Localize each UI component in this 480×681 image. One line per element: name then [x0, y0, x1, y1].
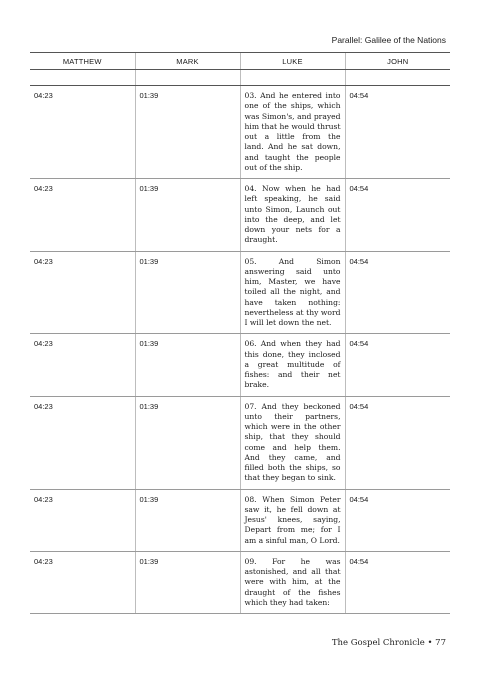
luke-verse: 07. And they beckoned unto their partners, which were in the other ship, that they should come and help them. And they came, and filled both the ships, so that they began to sink.: [240, 396, 345, 489]
table-row: [30, 489, 450, 551]
john-ref: 04:54: [345, 551, 450, 613]
luke-verse: 03. And he entered into one of the ships, which was Simon's, and prayed him that he would thrust out a little from the land. And he sat down, and taught the people out of the ship.: [240, 86, 345, 179]
table-row: [30, 179, 450, 252]
matthew-ref: 04:23: [30, 489, 135, 551]
luke-verse: 06. And when they had this done, they inclosed a great multitude of fishes: and their net brake.: [240, 334, 345, 396]
matthew-ref: 04:23: [30, 334, 135, 396]
john-ref: 04:54: [345, 179, 450, 252]
matthew-ref: 04:23: [30, 86, 135, 179]
matthew-ref: 04:23: [30, 179, 135, 252]
mark-ref: 01:39: [135, 179, 240, 252]
john-ref: 04:54: [345, 396, 450, 489]
table-row: [30, 86, 450, 179]
mark-ref: 01:39: [135, 396, 240, 489]
john-ref: 04:54: [345, 489, 450, 551]
matthew-ref: 04:23: [30, 396, 135, 489]
john-ref: 04:54: [345, 86, 450, 179]
column-header-matthew: MATTHEW: [30, 53, 135, 70]
table-row: [30, 551, 450, 613]
spacer-cell: [135, 70, 240, 86]
luke-verse: 05. And Simon answering said unto him, Master, we have toiled all the night, and have taken nothing: nevertheless at thy word I will let down the net.: [240, 251, 345, 334]
john-ref: 04:54: [345, 334, 450, 396]
spacer-cell: [345, 70, 450, 86]
running-header: Parallel: Galilee of the Nations: [331, 35, 446, 45]
luke-verse: 09. For he was astonished, and all that were with him, at the draught of the fishes which they had taken:: [240, 551, 345, 613]
column-header-row: [30, 53, 450, 70]
mark-ref: 01:39: [135, 489, 240, 551]
table-row: [30, 334, 450, 396]
spacer-row: [30, 70, 450, 86]
mark-ref: 01:39: [135, 334, 240, 396]
column-header-mark: MARK: [135, 53, 240, 70]
spacer-cell: [240, 70, 345, 86]
matthew-ref: 04:23: [30, 551, 135, 613]
page-footer: The Gospel Chronicle • 77: [331, 638, 446, 648]
matthew-ref: 04:23: [30, 251, 135, 334]
john-ref: 04:54: [345, 251, 450, 334]
column-header-luke: LUKE: [240, 53, 345, 70]
luke-verse: 08. When Simon Peter saw it, he fell down at Jesus' knees, saying, Depart from me; for I am a sinful man, O Lord.: [240, 489, 345, 551]
column-header-john: JOHN: [345, 53, 450, 70]
parallel-table: [30, 52, 450, 614]
spacer-cell: [30, 70, 135, 86]
luke-verse: 04. Now when he had left speaking, he said unto Simon, Launch out into the deep, and let down your nets for a draught.: [240, 179, 345, 252]
table-row: [30, 251, 450, 334]
mark-ref: 01:39: [135, 551, 240, 613]
mark-ref: 01:39: [135, 251, 240, 334]
table-row: [30, 396, 450, 489]
mark-ref: 01:39: [135, 86, 240, 179]
